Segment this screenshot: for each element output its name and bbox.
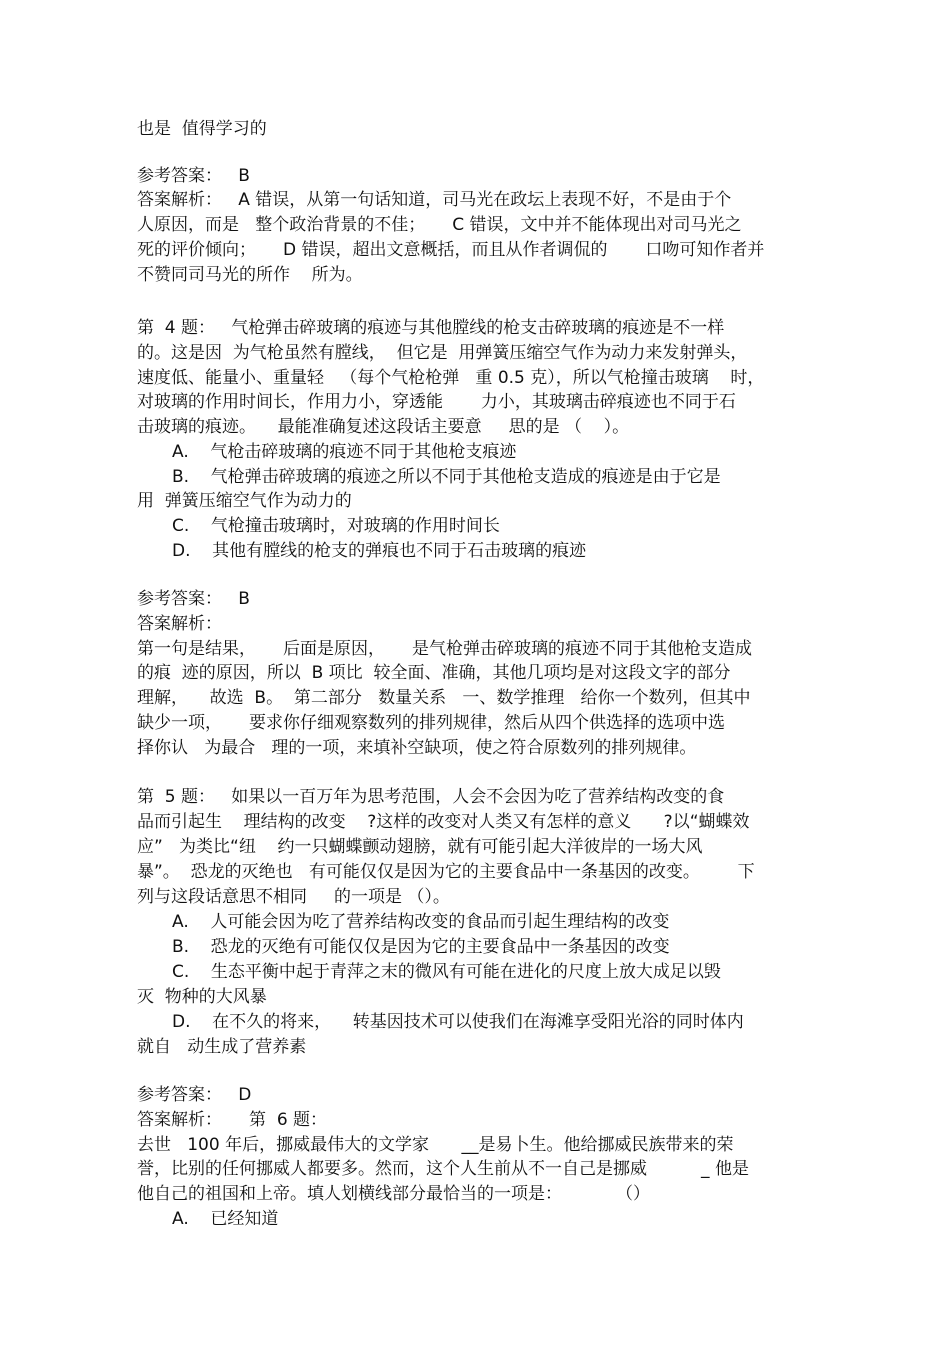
question-4-line: 速度低、能量小、重量轻 （每个气枪枪弹 重 0.5 克），所以气枪撞击玻璃 时， [137,368,765,388]
explanation-label: 答案解析： 第 6 题： [137,1110,328,1130]
question-6-line: 去世 100 年后，挪威最伟大的文学家 __是易卜生。他给挪威民族带来的荣 [137,1135,734,1155]
option-c: C. 生态平衡中起于青萍之末的微风有可能在进化的尺度上放大成足以毁 [172,962,721,982]
option-a: A. 气枪击碎玻璃的痕迹不同于其他枪支痕迹 [172,442,517,462]
option-b-continued: 用 弹簧压缩空气作为动力的 [137,491,352,511]
option-a: A. 人可能会因为吃了营养结构改变的食品而引起生理结构的改变 [172,912,670,932]
question-5-line: 暴”。 恐龙的灭绝也 有可能仅仅是因为它的主要食品中一条基因的改变。 下 [137,862,755,882]
explanation-line: 缺少一项， 要求你仔细观察数列的排列规律，然后从四个供选择的选项中选 [137,713,726,733]
option-d: D. 其他有膛线的枪支的弹痕也不同于石击玻璃的痕迹 [172,541,587,561]
option-c-continued: 灭 物种的大风暴 [137,987,267,1007]
option-b: B. 气枪弹击碎玻璃的痕迹之所以不同于其他枪支造成的痕迹是由于它是 [172,467,721,487]
option-b: B. 恐龙的灭绝有可能仅仅是因为它的主要食品中一条基因的改变 [172,937,670,957]
question-4-line: 的。这是因 为气枪虽然有膛线， 但它是 用弹簧压缩空气作为动力来发射弹头， [137,343,748,363]
explanation-line: 人原因，而是 整个政治背景的不佳； C 错误，文中并不能体现出对司马光之 [137,215,742,235]
option-d-continued: 就自 动生成了营养素 [137,1037,307,1057]
question-6-line: 他自己的祖国和上帝。填人划横线部分最恰当的一项是： （） [137,1184,651,1204]
question-5-line: 列与这段话意思不相同 的一项是 （）。 [137,887,450,907]
explanation-line: 不赞同司马光的所作 所为。 [137,265,363,285]
option-a: A. 已经知道 [172,1209,279,1229]
explanation-line: 择你认 为最合 理的一项，来填补空缺项，使之符合原数列的排列规律。 [137,738,697,758]
text-line: 也是 值得学习的 [137,119,267,139]
question-4-line: 击玻璃的痕迹。 最能准确复述这段话主要意 思的是 （ ）。 [137,417,630,437]
question-6-line: 誉，比别的任何挪威人都要多。然而，这个人生前从不一自己是挪威 _ 他是 [137,1159,749,1179]
question-5-line: 品而引起生 理结构的改变 ?这样的改变对人类又有怎样的意义 ?以“蝴蝶效 [137,812,750,832]
question-5-line: 第 5 题： 如果以一百万年为思考范围，人会不会因为吃了营养结构改变的食 [137,787,725,807]
question-5-line: 应” 为类比“纽 约一只蝴蝶颤动翅膀，就有可能引起大洋彼岸的一场大风 [137,837,703,857]
option-d: D. 在不久的将来， 转基因技术可以使我们在海滩享受阳光浴的同时体内 [172,1012,744,1032]
question-4-line: 对玻璃的作用时间长，作用力小，穿透能 力小，其玻璃击碎痕迹也不同于石 [137,392,736,412]
answer-label: 参考答案： B [137,589,250,609]
explanation-line: 的痕 迹的原因，所以 B 项比 较全面、准确，其他几项均是对这段文字的部分 [137,663,731,683]
explanation-label: 答案解析： [137,614,222,634]
answer-label: 参考答案： B [137,166,250,186]
answer-label: 参考答案： D [137,1085,252,1105]
explanation-line: 第一句是结果， 后面是原因， 是气枪弹击碎玻璃的痕迹不同于其他枪支造成 [137,639,753,659]
question-4-line: 第 4 题： 气枪弹击碎玻璃的痕迹与其他膛线的枪支击碎玻璃的痕迹是不一样 [137,318,725,338]
option-c: C. 气枪撞击玻璃时，对玻璃的作用时间长 [172,516,500,536]
explanation-line: 答案解析： A 错误，从第一句话知道，司马光在政坛上表现不好，不是由于个 [137,190,732,210]
explanation-line: 理解， 故选 B。 第二部分 数量关系 一、数学推理 给你一个数列，但其中 [137,688,751,708]
explanation-line: 死的评价倾向； D 错误，超出文意概括，而且从作者调侃的 口吻可知作者并 [137,240,765,260]
